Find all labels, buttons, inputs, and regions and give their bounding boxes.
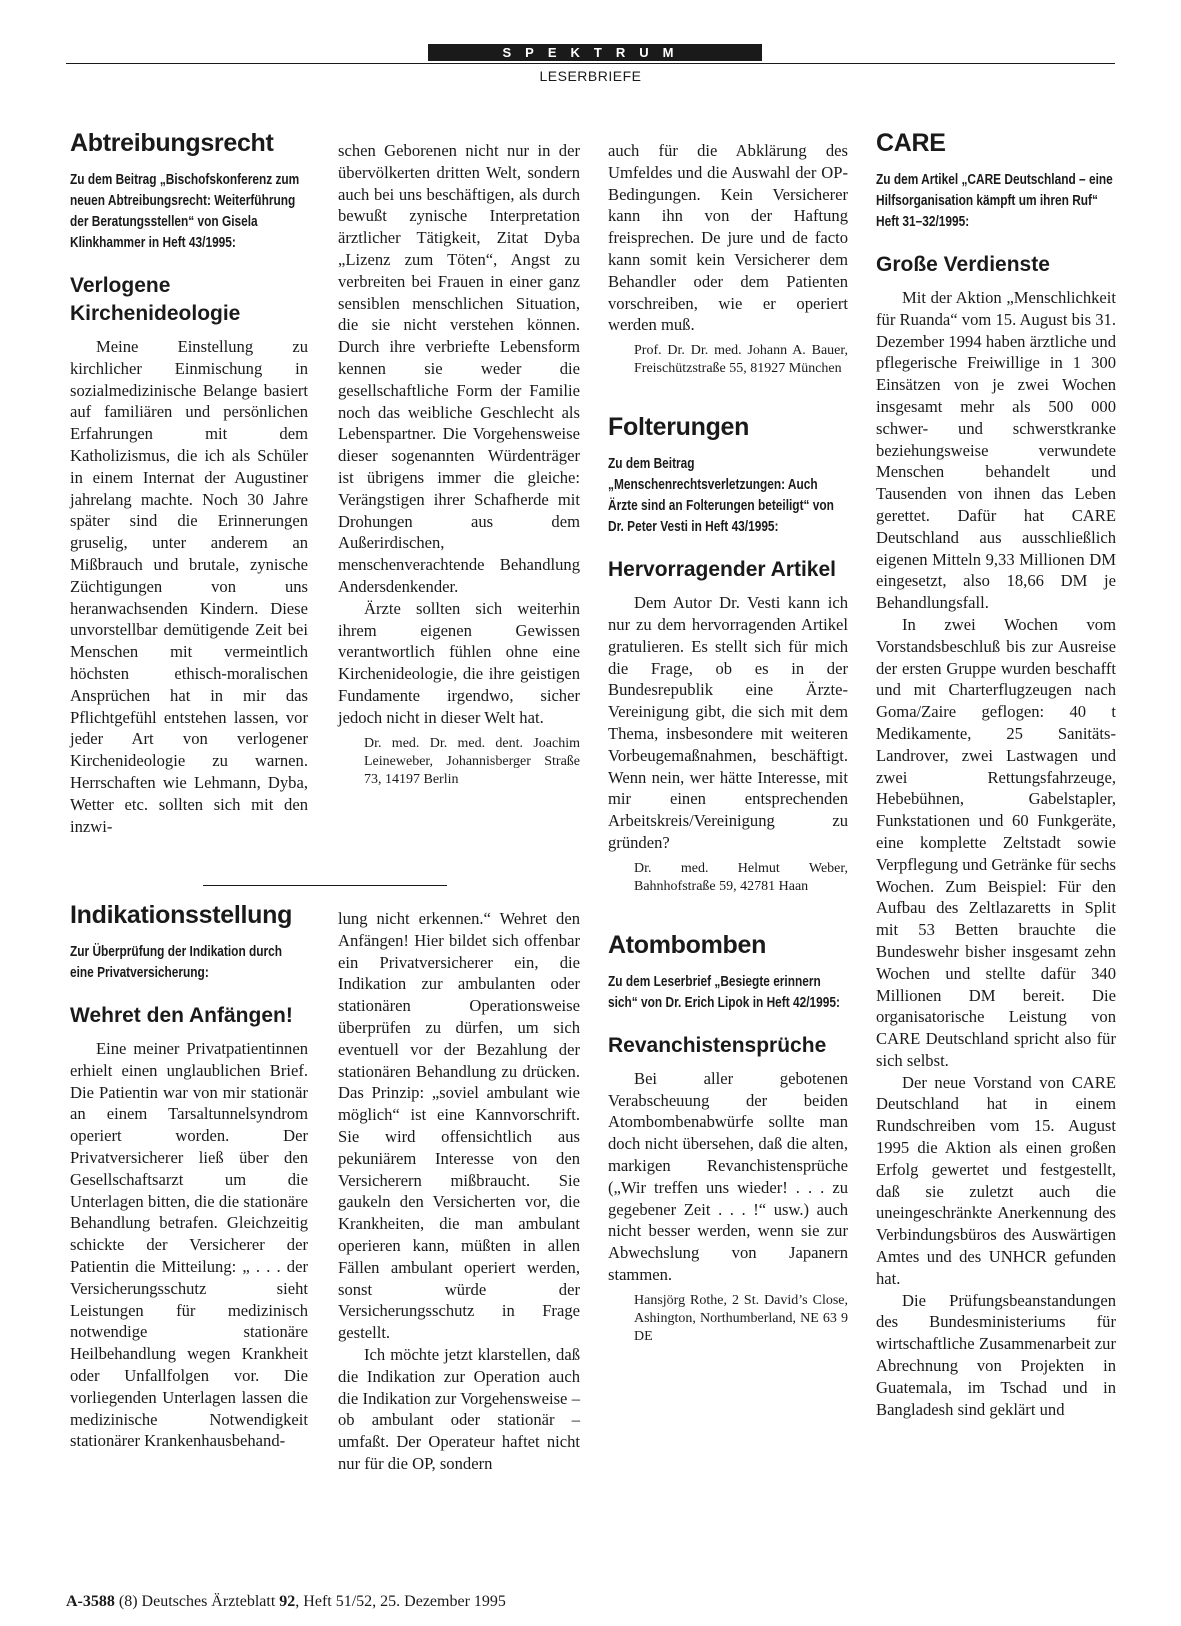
article-intro: Zu dem Artikel „CARE Deutschland – eine Hilfsorganisation kämpft um ihren Ruf“ Heft 31–32/1995:	[876, 172, 1113, 230]
article-intro: Zu dem Beitrag „Bischofskonferenz zum neuen Abtreibungsrecht: Weiterführung der Beratungsstellen“ von Gisela Klinkhammer in Heft 43/1995:	[70, 172, 300, 251]
letter-body: lung nicht erkennen.“ Wehret den Anfängen! Hier bildet sich offenbar ein Privatversicherer ein, die Indikation zur ambulanten oder stationären Operationsweise überprüfen zu dürfen, um sich eventuell vor der Bezahlung der stationären Behandlung zu drücken. Das Prinzip: „soviel ambulant wie möglich“ ist eine Kannvorschrift. Sie wird offensichtlich aus pekuniärem Interesse von den Versicherern mißbraucht. Sie gaukeln den Versicherten vor, die Krankheiten, die man ambulant operieren kann, müßten in allen Fällen ambulant operiert werden, sonst würde der Versicherungsschutz in Frage gestellt.	[338, 909, 580, 1343]
letter-headline: Wehret den Anfängen!	[70, 1004, 293, 1027]
article-title: Folterungen	[608, 413, 750, 442]
footer-publication: (8) Deutsches Ärzteblatt	[118, 1593, 276, 1610]
letter-headline: Revanchistensprüche	[608, 1033, 827, 1057]
footer-issue: , Heft 51/52, 25. Dezember 1995	[295, 1593, 506, 1610]
section-band: SPEKTRUM	[428, 44, 762, 61]
letter-body: Die Prüfungsbeanstandungen des Bundesministeriums für wirtschaftliche Zusammenarbeit zur Abrechnung von Projekten in Guatemala, im Tschad und in Bangladesh sind geklärt und	[876, 1290, 1116, 1419]
letter-headline: Hervorragender Artikel	[608, 558, 836, 582]
page-number: A-3588	[66, 1593, 115, 1610]
letter-body: schen Geborenen nicht nur in der übervölkerten dritten Welt, sondern auch bei uns beschäftigen, als durch bewußt zynische Interpretation ärztlicher Tätigkeit, Zitat Dyba „Lizenz zum Töten“, Angst zu verbreiten bei Frauen in einer ganz sensiblen menschlichen Situation, die sie nicht verstehen können. Durch ihre verbriefte Lebensform kennen sie weder die gesellschaftliche Form der Familie noch das weibliche Geschlecht als Lebenspartner. Die Vorgehensweise dieser sogenannten Würdenträger ist übrigens immer die gleiche: Verängstigen ihrer Schafherde mit Drohungen aus dem Außerirdischen, menschenverachtende Behandlung Andersdenkender.	[338, 141, 580, 596]
footer-volume: 92	[279, 1593, 296, 1610]
letter-body: In zwei Wochen vom Vorstandsbeschluß bis zur Ausreise der ersten Gruppe wurden beschafft und mit Charterflugzeugen nach Goma/Zaire geflogen: 40 t Medikamente, 25 Sanitäts-Landrover, zwei Lastwagen und zwei Rettungsfahrzeuge, Hebebühnen, Gabelstapler, Funkstationen und 60 Funkgeräte, eine komplette Zeltstadt sowie Verpflegung und Getränke für sechs Wochen. Zum Beispiel: Für den Aufbau des Zeltlazaretts in Split mit 53 Betten brauchte die Bundeswehr bisher insgesamt zehn Wochen und stellte dafür 340 Millionen DM bereit. Die organisatorische Leistung von CARE Deutschland spricht also für sich selbst.	[876, 614, 1116, 1070]
article-abtreibungsrecht	[70, 128, 308, 837]
letter-body: auch für die Abklärung des Umfeldes und die Auswahl der OP-Bedingungen. Kein Versicherer kann ihn von der Haftung freisprechen. De jure und de facto kann somit kein Versicherer dem Behandler oder dem Patienten vorschreiben, wie er operiert werden muß.	[608, 141, 848, 335]
article-divider	[203, 885, 447, 886]
section-label: LESERBRIEFE	[539, 68, 642, 84]
letter-body: Meine Einstellung zu kirchlicher Einmischung in sozialmedizinische Belange basiert auf familiären und persönlichen Erfahrungen mit dem Katholizismus, die ich als Schüler in einem Internat der Augustiner jahrelang machte. Noch 30 Jahre später sind die Erinnerungen gruselig, unter anderem an Mißbrauch und brutale, zynische Züchtigungen von uns heranwachsenden Kindern. Diese unvorstellbar demütigende Zeit bei Menschen mit vermeintlich höchsten ethisch-moralischen Ansprüchen hat in mir das Pflichtgefühl entstehen lassen, vor jeder Art von verlogener Kirchenideologie zu warnen. Herrschaften wie Lehmann, Dyba, Wetter etc. sollten sich mit den inzwi-	[70, 337, 308, 836]
article-indikationsstellung	[70, 900, 308, 1452]
letter-body: Dem Autor Dr. Vesti kann ich nur zu dem hervorragenden Artikel gratulieren. Es stellt sich für mich die Frage, ob es in der Bundesrepublik eine Ärzte-Vereinigung gibt, die sich mit dem Thema, insbesondere mit weiteren Vorbeugemaßnahmen, beschäftigt. Wenn nein, wer hätte Interesse, mit mir einen entsprechenden Arbeitskreis/Vereinigung zu gründen?	[608, 593, 848, 852]
article-intro: Zu dem Leserbrief „Besiegte erinnern sich“ von Dr. Erich Lipok in Heft 42/1995:	[608, 973, 840, 1011]
letter-body: Ich möchte jetzt klarstellen, daß die Indikation zur Operation auch die Indikation zur Vorgehensweise – ob ambulant oder stationär – umfaßt. Der Operateur haftet nicht nur für die OP, sondern	[338, 1344, 580, 1473]
page-footer	[66, 1593, 506, 1611]
column-three	[608, 140, 848, 1346]
letter-signature: Prof. Dr. Dr. med. Johann A. Bauer, Freischützstraße 55, 81927 München	[634, 343, 848, 377]
letter-body: Eine meiner Privatpatientinnen erhielt einen unglaublichen Brief. Die Patientin war von mir stationär an einem Tarsaltunnelsyndrom operiert worden. Der Privatversicherer ließ über den Gesellschaftsarzt um die Unterlagen bitten, die die stationäre Behandlung betrafen. Gleichzeitig schickte der Versicherer der Patientin die Mitteilung: „ . . . der Versicherungsschutz sieht Leistungen für medizinisch notwendige stationäre Heilbehandlung wegen Krankheit oder Unfallfolgen vor. Die vorliegenden Unterlagen lassen die medizinische Notwendigkeit stationärer Krankenhausbehand-	[70, 1039, 308, 1451]
letter-signature: Dr. med. Helmut Weber, Bahnhofstraße 59, 42781 Haan	[634, 860, 848, 894]
article-indikationsstellung-cont	[338, 908, 580, 1475]
article-title: Atombomben	[608, 930, 767, 959]
letter-body: Der neue Vorstand von CARE Deutschland hat in einem Rundschreiben vom 15. August 1995 die Aktion als einen großen Erfolg gewertet und festgestellt, daß sie zuletzt auch die uneingeschränkte Anerkennung des Verbindungsbüros des Auswärtigen Amtes und des UNHCR gefunden hat.	[876, 1072, 1116, 1288]
letter-signature: Hansjörg Rothe, 2 St. David’s Close, Ashington, Northumberland, NE 63 9 DE	[634, 1292, 848, 1344]
article-intro: Zu dem Beitrag „Menschenrechtsverletzungen: Auch Ärzte sind an Folterungen beteiligt“ von Dr. Peter Vesti in Heft 43/1995:	[608, 456, 834, 536]
article-title: CARE	[876, 129, 946, 157]
letter-body: Bei aller gebotenen Verabscheuung der beiden Atombombenabwürfe sollte man doch nicht übersehen, daß die alten, markigen Revanchistensprüche („Wir treffen uns wieder! . . . zu gegebener Zeit . . . !“ usw.) auch nicht besser werden, wenn sie zur Abwechslung von Japanern stammen.	[608, 1068, 848, 1284]
letter-body: Ärzte sollten sich weiterhin ihrem eigenen Gewissen verantwortlich fühlen ohne eine Kirchenideologie, die ihre geistigen Fundamente irgendwo, sicher jedoch nicht in dieser Welt hat.	[338, 598, 580, 727]
letter-headline: Große Verdienste	[876, 253, 1050, 276]
article-intro: Zur Überprüfung der Indikation durch eine Privatversicherung:	[70, 944, 283, 981]
letter-body: Mit der Aktion „Menschlichkeit für Ruanda“ vom 15. August bis 31. Dezember 1994 haben ärztliche und pflegerische Freiwillige in 1 300 Einsätzen von je zwei Wochen insgesamt mehr als 500 000 schwer- und schwerstkranke beziehungsweise verwundete Menschen behandelt und Tausenden von ihnen das Leben gerettet. Dafür hat CARE Deutschland aus ausschließlich eigenen Mitteln 9,33 Millionen DM eingesetzt, also 18,66 DM je Behandlungsfall.	[876, 288, 1116, 613]
article-title: Abtreibungsrecht	[70, 129, 274, 157]
article-abtreibungsrecht-cont	[338, 140, 580, 789]
article-title: Indikationsstellung	[70, 901, 293, 929]
letter-signature: Dr. med. Dr. med. dent. Joachim Leineweber, Johannisberger Straße 73, 14197 Berlin	[364, 735, 580, 787]
header-rule	[66, 63, 1115, 64]
article-care	[876, 128, 1116, 1420]
letter-headline: Verlogene Kirchenideologie	[70, 274, 241, 325]
